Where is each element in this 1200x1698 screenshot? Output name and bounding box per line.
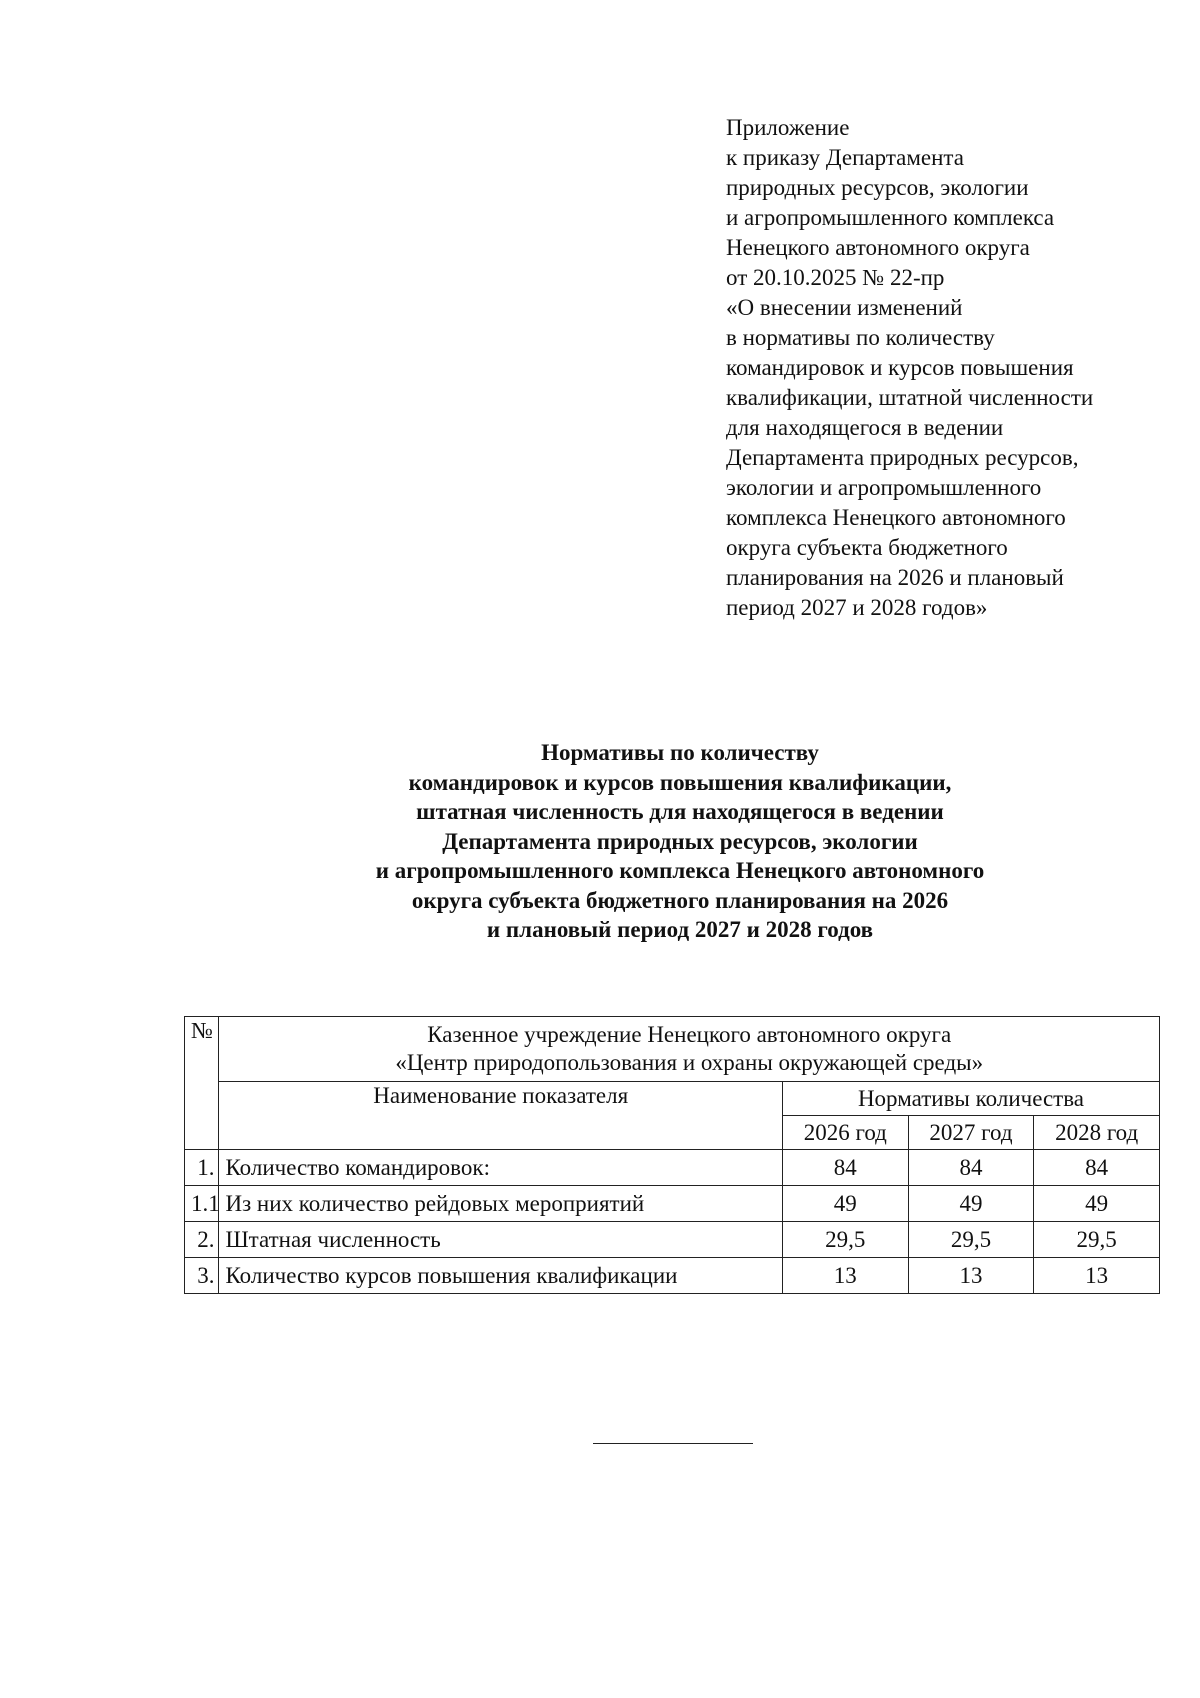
row-value-cell: 29,5: [782, 1222, 908, 1258]
table-row: [185, 1186, 1160, 1222]
title-line: и агропромышленного комплекса Ненецкого автономного: [375, 858, 985, 883]
year-header-cell: 2027 год: [908, 1116, 1034, 1150]
appendix-line: в нормативы по количеству: [726, 325, 995, 350]
document-title: [180, 738, 1180, 945]
appendix-line: и агропромышленного комплекса: [726, 205, 1055, 230]
row-value-cell: 49: [908, 1186, 1034, 1222]
norms-table: [184, 1016, 1160, 1294]
row-number-cell: 1.: [185, 1150, 219, 1186]
row-number-cell: 3.: [185, 1258, 219, 1294]
appendix-line: Ненецкого автономного округа: [726, 235, 1030, 260]
closing-divider: [593, 1443, 753, 1444]
institution-header-cell: [219, 1017, 1160, 1082]
row-name-cell: Количество курсов повышения квалификации: [219, 1258, 783, 1294]
row-value-cell: 84: [1034, 1150, 1160, 1186]
title-line: командировок и курсов повышения квалификации,: [408, 769, 952, 795]
table-row: [185, 1150, 1160, 1186]
appendix-line: Приложение: [726, 115, 850, 140]
row-value-cell: 13: [782, 1258, 908, 1294]
appendix-line: округа субъекта бюджетного: [726, 535, 1008, 560]
row-value-cell: 29,5: [1034, 1222, 1160, 1258]
title-line: и плановый период 2027 и 2028 годов: [486, 917, 874, 942]
appendix-block: [726, 113, 1166, 623]
appendix-line: планирования на 2026 и плановый: [726, 565, 1064, 590]
row-value-cell: 84: [908, 1150, 1034, 1186]
row-name-cell: Из них количество рейдовых мероприятий: [219, 1186, 783, 1222]
appendix-line: к приказу Департамента: [726, 145, 964, 170]
appendix-line: для находящегося в ведении: [726, 415, 1004, 440]
row-value-cell: 84: [782, 1150, 908, 1186]
row-value-cell: 13: [908, 1258, 1034, 1294]
appendix-line: квалификации, штатной численности: [726, 385, 1094, 410]
institution-line: «Центр природопользования и охраны окружающей среды»: [395, 1050, 984, 1075]
norms-header-cell: Нормативы количества: [782, 1082, 1159, 1116]
appendix-line: экологии и агропромышленного: [726, 475, 1042, 500]
row-number-cell: 1.1: [185, 1186, 219, 1222]
row-name-cell: Штатная численность: [219, 1222, 783, 1258]
row-number-cell: 2.: [185, 1222, 219, 1258]
institution-line: Казенное учреждение Ненецкого автономного округа: [427, 1022, 952, 1047]
row-value-cell: 29,5: [908, 1222, 1034, 1258]
indicator-header-cell: Наименование показателя: [219, 1082, 783, 1150]
row-value-cell: 49: [782, 1186, 908, 1222]
table-row: [185, 1222, 1160, 1258]
appendix-line: Департамента природных ресурсов,: [726, 445, 1079, 470]
title-line: Нормативы по количеству: [541, 740, 819, 765]
title-line: штатная численность для находящегося в ведении: [416, 799, 944, 824]
appendix-line: природных ресурсов, экологии: [726, 175, 1029, 200]
row-value-cell: 13: [1034, 1258, 1160, 1294]
appendix-line: от 20.10.2025 № 22-пр: [726, 265, 945, 290]
year-header-cell: 2028 год: [1034, 1116, 1160, 1150]
title-line: Департамента природных ресурсов, экологии: [442, 828, 918, 854]
num-header-cell: №: [185, 1017, 219, 1150]
appendix-line: комплекса Ненецкого автономного: [726, 505, 1066, 530]
row-name-cell: Количество командировок:: [219, 1150, 783, 1186]
table-row: [185, 1258, 1160, 1294]
year-header-cell: 2026 год: [782, 1116, 908, 1150]
row-value-cell: 49: [1034, 1186, 1160, 1222]
appendix-line: период 2027 и 2028 годов»: [726, 595, 988, 620]
appendix-line: «О внесении изменений: [726, 295, 963, 320]
appendix-line: командировок и курсов повышения: [726, 355, 1074, 380]
title-line: округа субъекта бюджетного планирования на 2026: [411, 887, 949, 913]
